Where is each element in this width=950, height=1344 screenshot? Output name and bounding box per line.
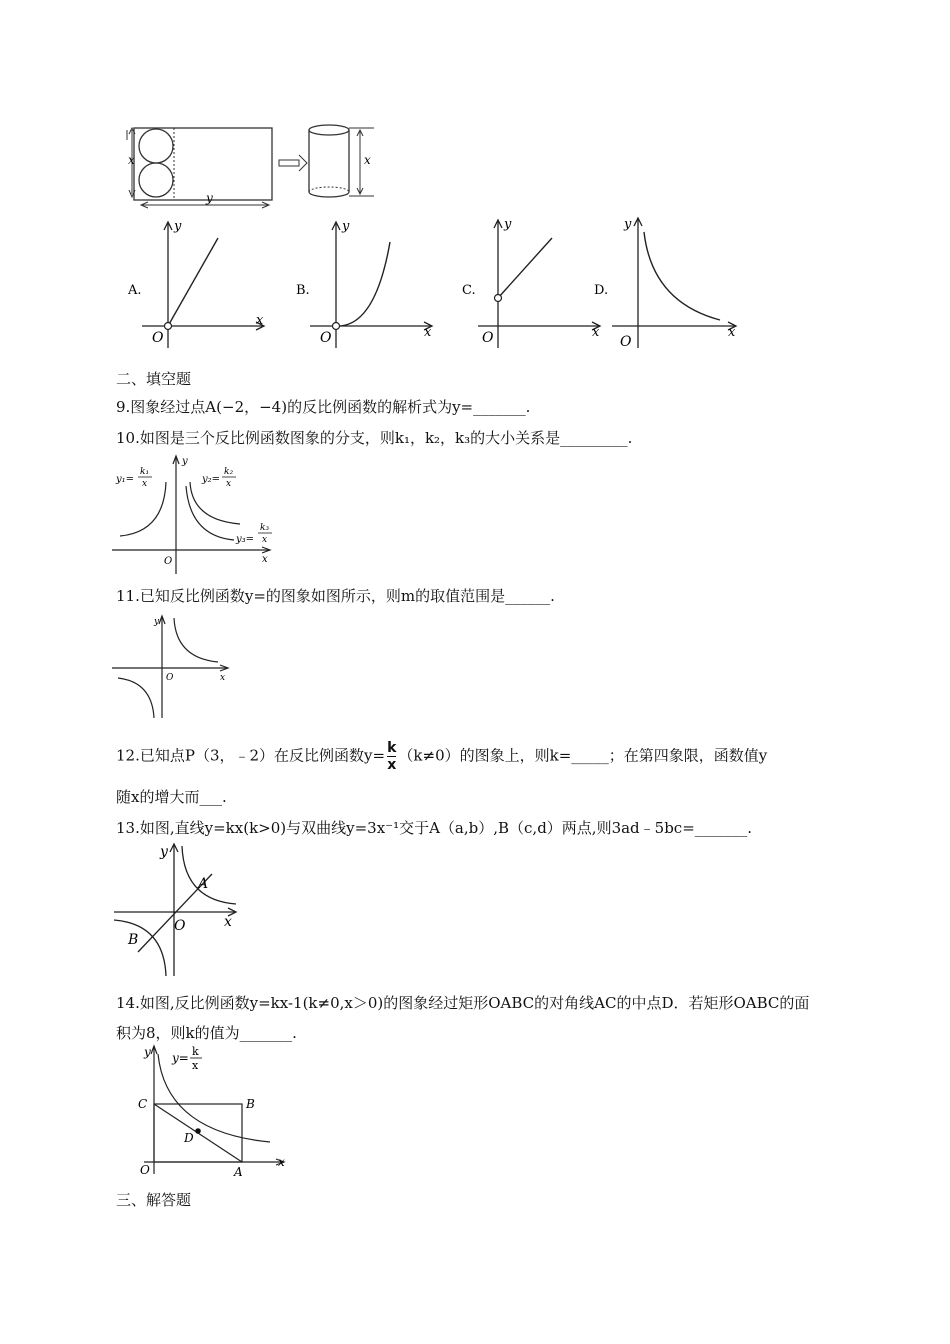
option-d-letter: D. (594, 283, 609, 298)
fig14-a: A (234, 1165, 243, 1179)
question-10: 10.如图是三个反比例函数图象的分支，则k₁，k₂，k₃的大小关系是_________. (116, 429, 633, 447)
option-c-graph (458, 214, 608, 354)
option-b-o: O (320, 330, 332, 346)
fig13-b: B (128, 932, 139, 948)
fig8-x2-label: x (364, 153, 371, 167)
option-c-letter: C. (462, 283, 476, 298)
fig10-y3: y₃= (236, 534, 255, 545)
option-b-y: y (342, 219, 350, 234)
option-d-x: x (728, 325, 736, 340)
fig10-den2: x (226, 479, 232, 489)
fig10-k2: k₂ (224, 467, 234, 477)
fig10-den3: x (262, 535, 268, 545)
fig14-eq: y= (172, 1051, 189, 1065)
three-hyperbolas-figure (110, 452, 280, 582)
fig11-o: O (166, 673, 174, 683)
section-fill-in-title: 二、填空题 (116, 370, 192, 388)
fig10-k3: k₃ (260, 523, 270, 533)
section-solve-title: 三、解答题 (116, 1191, 192, 1209)
question-12-prefix: 12.已知点P（3，﹣2）在反比例函数y= (116, 746, 386, 765)
question-9: 9.图象经过点A(−2，−4)的反比例函数的解析式为y=_______. (116, 398, 531, 416)
option-a-y: y (174, 219, 182, 234)
fig14-b: B (246, 1097, 255, 1111)
fig13-o: O (174, 918, 186, 934)
question-14-line2: 积为8，则k的值为_______. (116, 1024, 297, 1042)
option-d-graph (590, 210, 740, 352)
option-a-x: x (256, 313, 264, 328)
fig13-y: y (160, 844, 168, 860)
option-d-y: y (624, 217, 632, 232)
fig10-y1: y₁= (116, 474, 135, 485)
fig10-k1: k₁ (140, 467, 150, 477)
option-a-graph (122, 214, 272, 354)
fig13-a: A (198, 876, 209, 892)
fig14-c: C (138, 1097, 148, 1111)
question-12-fraction-den: x (387, 757, 397, 773)
fig14-den: x (192, 1059, 199, 1072)
question-12 (116, 740, 767, 773)
fig10-o: O (164, 556, 173, 567)
question-13: 13.如图,直线y=kx(k>0)与双曲线y=3x⁻¹交于A（a,b）,B（c,d）两点,则3ad﹣5bc=_______. (116, 819, 753, 837)
fig8-y-label: y (206, 191, 213, 205)
question-14-line1: 14.如图,反比例函数y=kx-1(k≠0,x＞0)的图象经过矩形OABC的对角线AC的中点D．若矩形OABC的面 (116, 994, 810, 1012)
option-c-x: x (592, 325, 600, 340)
fig14-o: O (140, 1163, 150, 1177)
fig10-x: x (262, 554, 268, 565)
question-12-fraction-num: k (387, 740, 397, 756)
option-c-y: y (504, 217, 512, 232)
rectangle-hyperbola-figure (124, 1044, 294, 1180)
roll-up-figure (124, 122, 384, 212)
fig10-y2: y₂= (202, 474, 221, 485)
option-c-o: O (482, 330, 494, 346)
fig11-y: y (154, 617, 160, 627)
question-11: 11.已知反比例函数y=的图象如图所示，则m的取值范围是______. (116, 587, 555, 605)
option-b-letter: B. (296, 283, 310, 298)
option-a-letter: A. (128, 283, 142, 298)
option-b-graph (290, 214, 440, 354)
fig8-x-label: x (128, 153, 135, 167)
fig13-x: x (224, 914, 232, 930)
question-12-suffix: （k≠0）的图象上，则k=_____；在第四象限，函数值y (398, 746, 768, 765)
question-12-line2: 随x的增大而___. (116, 788, 227, 806)
fig14-k: k (192, 1045, 199, 1058)
option-b-x: x (424, 325, 432, 340)
question-12-fraction (387, 740, 396, 773)
fig10-y: y (182, 456, 188, 467)
fig10-den1: x (142, 479, 148, 489)
fig14-d: D (184, 1131, 194, 1145)
option-d-o: O (620, 334, 632, 350)
line-hyperbola-figure (112, 842, 242, 978)
hyperbola-q11-figure (110, 612, 235, 722)
fig11-x: x (220, 673, 226, 683)
option-a-o: O (152, 330, 164, 346)
fig14-y: y (144, 1045, 151, 1059)
fig14-x: x (278, 1155, 285, 1169)
